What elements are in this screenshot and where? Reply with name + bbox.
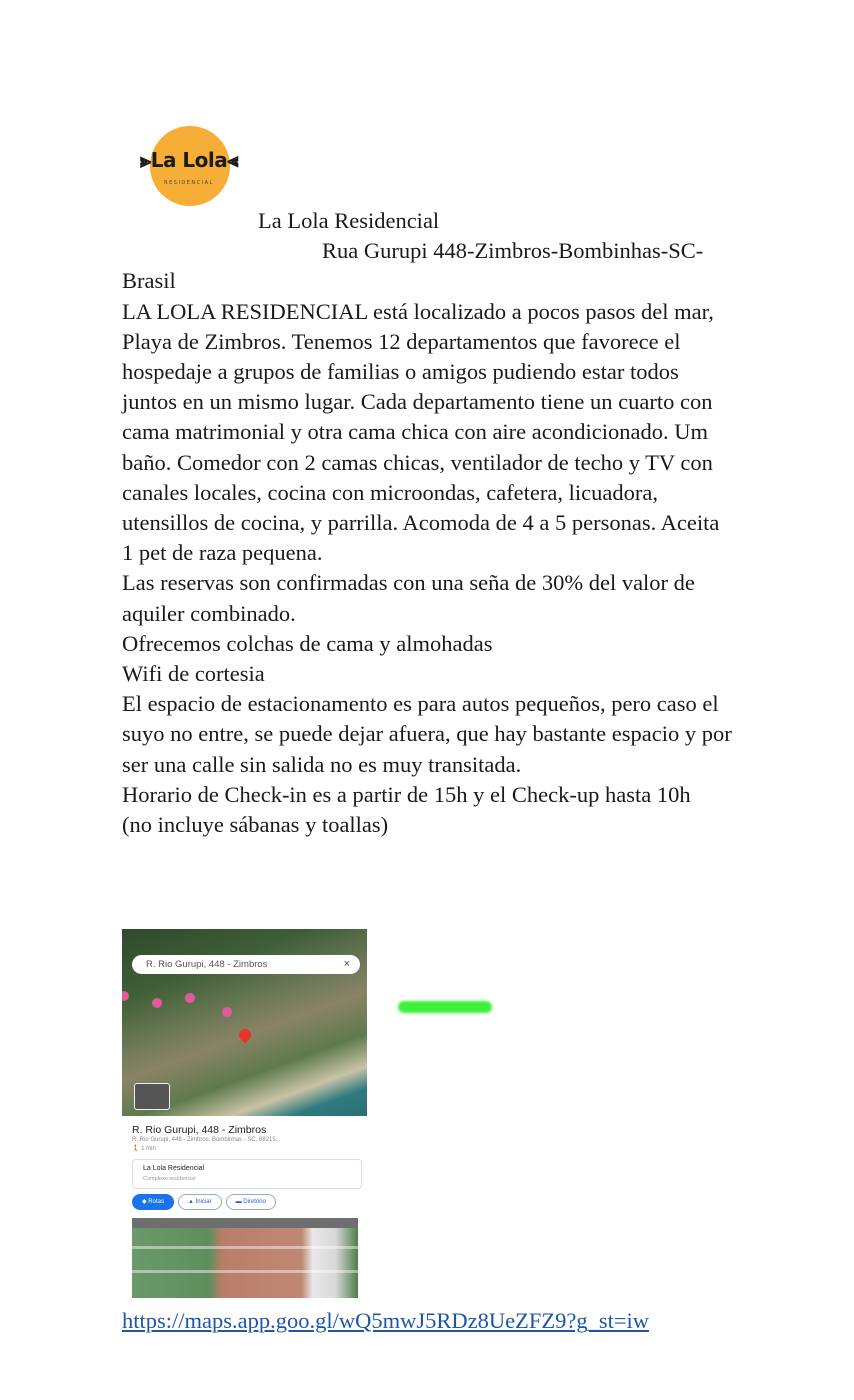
directions-label: Rotas [148,1199,164,1205]
place-actions [132,1194,276,1210]
directions-button: ◆ Rotas [132,1194,174,1210]
document-title: La Lola Residencial [258,208,440,233]
poi-marker-icon [185,993,195,1003]
paragraph-checkin: Horario de Check-in es a partir de 15h y el Check-up hasta 10h [122,781,691,807]
place-sheet [122,1117,367,1217]
balcony [132,1246,358,1249]
document-body [122,206,734,840]
document-address: Rua Gurupi 448-Zimbros-Bombinhas-SC-Brasil [122,238,704,294]
maps-link[interactable]: https://maps.app.goo.gl/wQ5mwJ5RDz8UeZFZ9?g_st=iw [122,1308,650,1333]
place-address: R. Rio Gurupi, 448 - Zimbros, Bombinhas - SC, 88215... [132,1137,281,1143]
place-title: R. Rio Gurupi, 448 - Zimbros [132,1124,267,1136]
logo-brand-text: La Lola [150,148,228,172]
layers-thumbnail-icon [134,1083,170,1110]
directory-button: ▬ Diretório [226,1194,276,1210]
close-icon: × [343,958,350,970]
paragraph-bedding: Ofrecemos colchas de cama y almohadas [122,630,493,656]
poi-marker-icon [222,1007,232,1017]
balcony [132,1270,358,1273]
map-search-text: R. Rio Gurupi, 448 - Zimbros [146,959,268,970]
paragraph-reservations: Las reservas son confirmadas con una seña de 30% del valor de aquiler combinado. [122,570,695,626]
paragraph-description: LA LOLA RESIDENCIAL está localizado a pocos pasos del mar, Playa de Zimbros. Tenemos 12 departamentos que favorece el hospedaje a grupos de familias o amigos pudiendo estar todos juntos en un mismo lugar. Cada departamento tiene un cuarto con cama matrimonial y otra cama chica con aire acondicionado. Um baño. Comedor con 2 camas chicas, ventilador de techo y TV con canales locales, cocina con microondas, cafetera, licuadora, utensillos de cocina, y parrilla. Acomoda de 4 a 5 personas. Aceita 1 pet de raza pequena. [122,298,720,566]
paragraph-not-included: (no incluye sábanas y toallas) [122,812,389,838]
start-button: ▲ Iniciar [178,1194,222,1210]
location-pin-icon [237,1027,254,1044]
satellite-map [122,929,367,1116]
directory-label: Diretório [243,1199,266,1205]
map-screenshot [122,929,367,1301]
logo-brand: ⫸La Lola⫷ [139,148,239,172]
paragraph-wifi: Wifi de cortesia [122,661,265,687]
paragraph-parking: El espacio de estacionamento es para autos pequeños, pero caso el suyo no entre, se puede dejar afuera, que hay bastante espacio y por ser una calle sin salida no es muy transitada. [122,691,732,777]
poi-marker-icon [122,991,129,1001]
poi-marker-icon [152,998,162,1008]
walk-time: 🚶 1 min [132,1146,156,1152]
place-card-category: Complexo residencial [143,1176,196,1182]
roof [132,1218,358,1228]
map-search-bar [132,955,360,974]
green-highlight-mark [398,1001,492,1013]
place-card [132,1159,362,1189]
logo-subtitle: RESIDENCIAL [164,180,214,186]
building-photo [132,1218,358,1298]
logo [126,126,252,206]
start-label: Iniciar [195,1199,212,1205]
place-card-name: La Lola Residencial [143,1165,205,1172]
